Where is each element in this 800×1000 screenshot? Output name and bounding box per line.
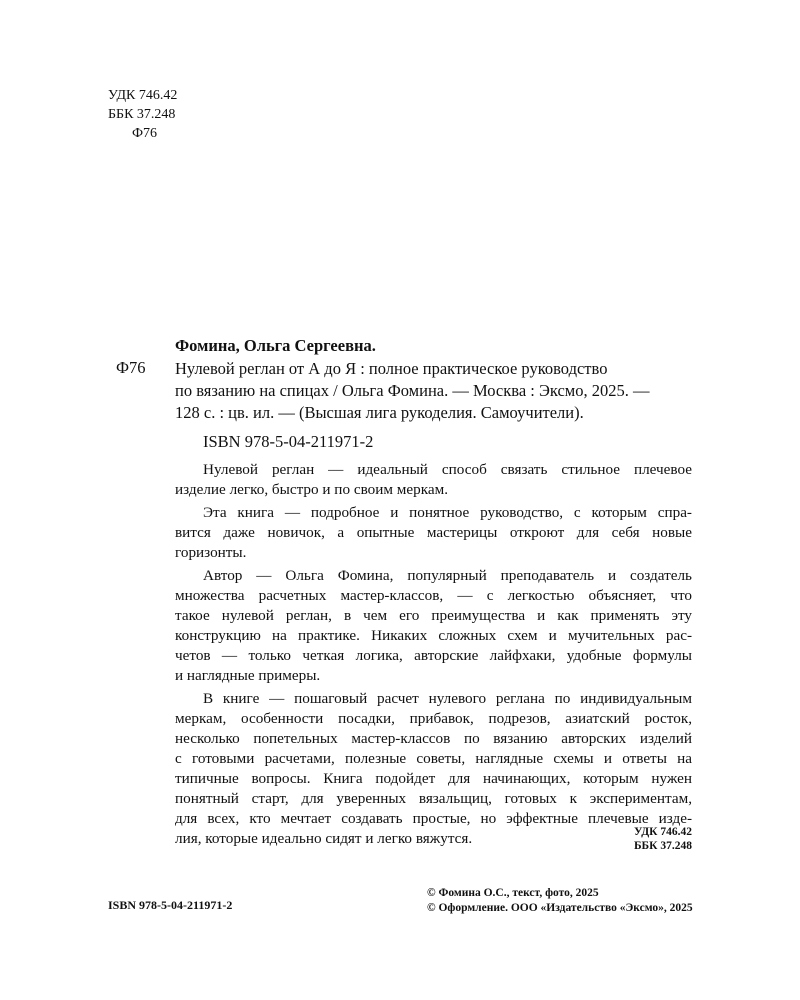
abstract-line: несколько попетельных мастер-классов по вязанию авторских изделий <box>175 730 692 747</box>
abstract-line: и наглядные примеры. <box>175 667 321 684</box>
abstract-line: четов — только четкая логика, авторские лайфхаки, удобные формулы <box>175 647 692 664</box>
copyright-block <box>427 886 693 916</box>
record-line: 128 с. : цв. ил. — (Высшая лига рукоделия. Самоучители). <box>175 403 584 422</box>
abstract-paragraph <box>175 503 692 563</box>
abstract-line: множества расчетных мастер-классов, — с легкостью объясняет, что <box>175 587 692 604</box>
copyright-text: © Фомина О.С., текст, фото, 2025 <box>427 887 599 899</box>
bbk-code: ББК 37.248 <box>108 107 176 122</box>
author-mark: Ф76 <box>116 358 146 377</box>
bbk-code: ББК 37.248 <box>633 840 692 852</box>
author-heading: Фомина, Ольга Сергеевна. <box>175 336 376 355</box>
abstract-line: конструкцию на практике. Никаких сложных схем и мучительных рас- <box>175 627 692 644</box>
abstract-line: понятный старт, для уверенных вязальщиц, готовых к экспериментам, <box>175 790 692 807</box>
author-mark-code: Ф76 <box>132 126 158 141</box>
abstract-line: изделие легко, быстро и по своим меркам. <box>175 481 449 498</box>
top-classification-codes <box>108 86 177 143</box>
abstract-line: типичные вопросы. Книга подойдет для начинающих, которым нужен <box>175 770 692 787</box>
abstract-line: Автор — Ольга Фомина, популярный преподаватель и создатель <box>203 567 692 584</box>
record-line: по вязанию на спицах / Ольга Фомина. — Москва : Эксмо, 2025. — <box>175 381 650 400</box>
abstract-paragraph <box>175 566 692 686</box>
abstract-line: В книге — пошаговый расчет нулевого реглана по индивидуальным <box>203 690 692 707</box>
abstract-paragraph <box>175 460 692 500</box>
udk-code: УДК 746.42 <box>108 88 178 103</box>
abstract-line: такое нулевой реглан, в чем его преимущества и как применять эту <box>175 607 692 624</box>
abstract-line: для всех, кто мечтает создавать простые, но эффектные плечевые изде- <box>175 810 692 827</box>
bibliographic-record <box>175 358 693 424</box>
abstract-line: вится даже новичок, а опытные мастерицы откроют для себя новые <box>175 524 692 541</box>
abstract-line: горизонты. <box>175 544 247 561</box>
copyright-design: © Оформление. ООО «Издательство «Эксмо», 2025 <box>427 902 693 914</box>
record-line: Нулевой реглан от А до Я : полное практическое руководство <box>175 359 608 378</box>
record-isbn: ISBN 978-5-04-211971-2 <box>203 432 374 451</box>
abstract-paragraph <box>175 689 692 849</box>
bottom-classification-codes <box>634 825 692 853</box>
abstract-line: лия, которые идеально сидят и легко вяжутся. <box>175 830 473 847</box>
footer-isbn: ISBN 978-5-04-211971-2 <box>108 898 233 912</box>
abstract <box>175 460 692 852</box>
abstract-line: Эта книга — подробное и понятное руководство, с которым спра- <box>203 504 692 521</box>
abstract-line: Нулевой реглан — идеальный способ связать стильное плечевое <box>203 461 692 478</box>
abstract-line: меркам, особенности посадки, прибавок, подрезов, азиатский росток, <box>175 710 692 727</box>
udk-code: УДК 746.42 <box>633 826 692 838</box>
abstract-line: с готовыми расчетами, полезные советы, наглядные схемы и ответы на <box>175 750 692 767</box>
